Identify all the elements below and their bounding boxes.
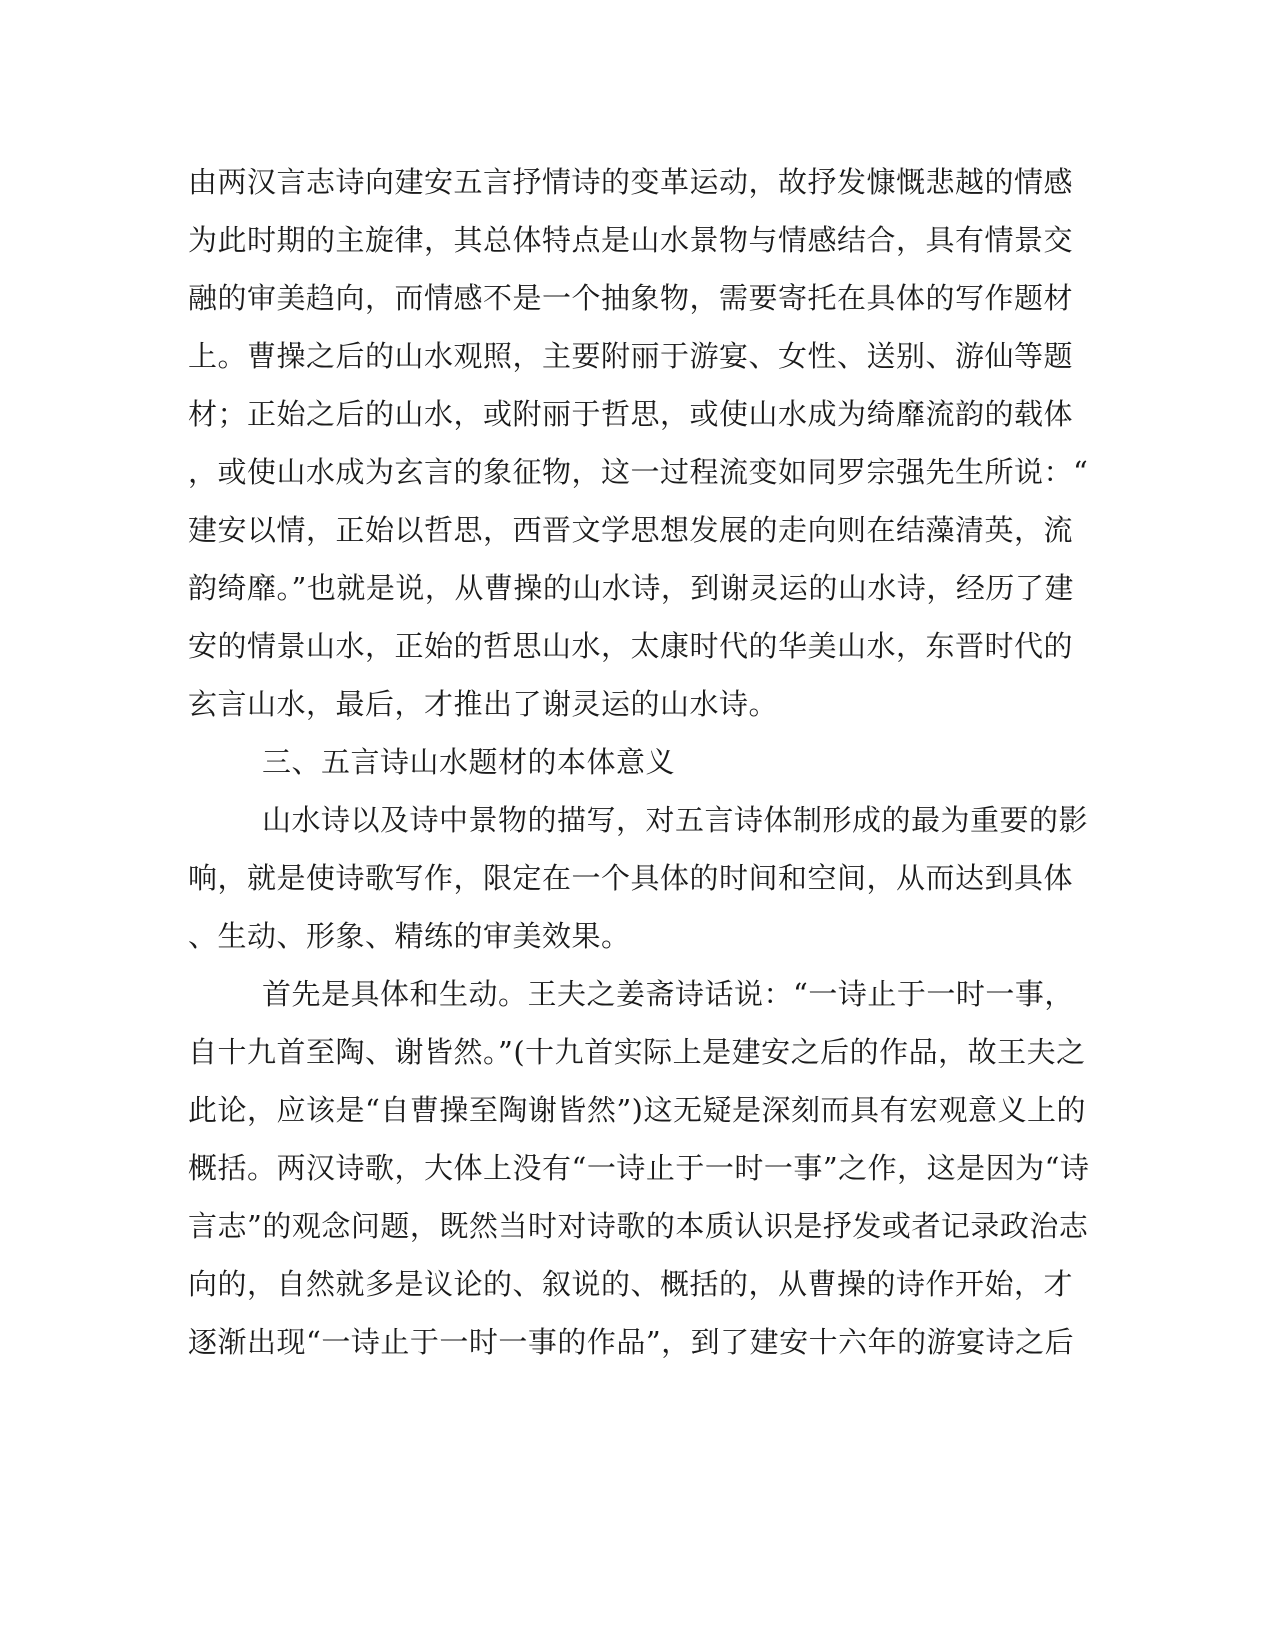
body-text-line: ，或使山水成为玄言的象征物，这一过程流变如同罗宗强先生所说：“ — [188, 455, 1089, 489]
body-text-line: 言志”的观念问题，既然当时对诗歌的本质认识是抒发或者记录政治志 — [188, 1209, 1089, 1243]
body-text-line: 融的审美趋向，而情感不是一个抽象物，需要寄托在具体的写作题材 — [188, 281, 1074, 315]
section-heading: 三、五言诗山水题材的本体意义 — [262, 745, 676, 779]
body-text-line: 建安以情，正始以哲思，西晋文学思想发展的走向则在结藻清英，流 — [188, 513, 1074, 547]
body-text-line: 上。曹操之后的山水观照，主要附丽于游宴、女性、送别、游仙等题 — [188, 339, 1074, 373]
body-text-line: 玄言山水，最后，才推出了谢灵运的山水诗。 — [188, 687, 779, 721]
body-text-line: 由两汉言志诗向建安五言抒情诗的变革运动，故抒发慷慨悲越的情感 — [188, 165, 1074, 199]
body-text-line: 响，就是使诗歌写作，限定在一个具体的时间和空间，从而达到具体 — [188, 861, 1074, 895]
body-text-line: 山水诗以及诗中景物的描写，对五言诗体制形成的最为重要的影 — [262, 803, 1089, 837]
body-text-line: 逐渐出现“一诗止于一时一事的作品”，到了建安十六年的游宴诗之后 — [188, 1325, 1075, 1359]
body-text-line: 为此时期的主旋律，其总体特点是山水景物与情感结合，具有情景交 — [188, 223, 1074, 257]
body-text-line: 此论，应该是“自曹操至陶谢皆然”)这无疑是深刻而具有宏观意义上的 — [188, 1093, 1086, 1127]
body-text-line: 首先是具体和生动。王夫之姜斋诗话说：“一诗止于一时一事， — [262, 977, 1074, 1011]
body-text-line: 材；正始之后的山水，或附丽于哲思，或使山水成为绮靡流韵的载体 — [188, 397, 1074, 431]
body-text-line: 、生动、形象、精练的审美效果。 — [188, 919, 631, 953]
body-text-line: 韵绮靡。”也就是说，从曹操的山水诗，到谢灵运的山水诗，经历了建 — [188, 571, 1074, 605]
body-text-line: 概括。两汉诗歌，大体上没有“一诗止于一时一事”之作，这是因为“诗 — [188, 1151, 1090, 1185]
body-text-line: 自十九首至陶、谢皆然。”(十九首实际上是建安之后的作品，故王夫之 — [188, 1035, 1086, 1069]
body-text-line: 安的情景山水，正始的哲思山水，太康时代的华美山水，东晋时代的 — [188, 629, 1074, 663]
body-text-line: 向的，自然就多是议论的、叙说的、概括的，从曹操的诗作开始，才 — [188, 1267, 1074, 1301]
